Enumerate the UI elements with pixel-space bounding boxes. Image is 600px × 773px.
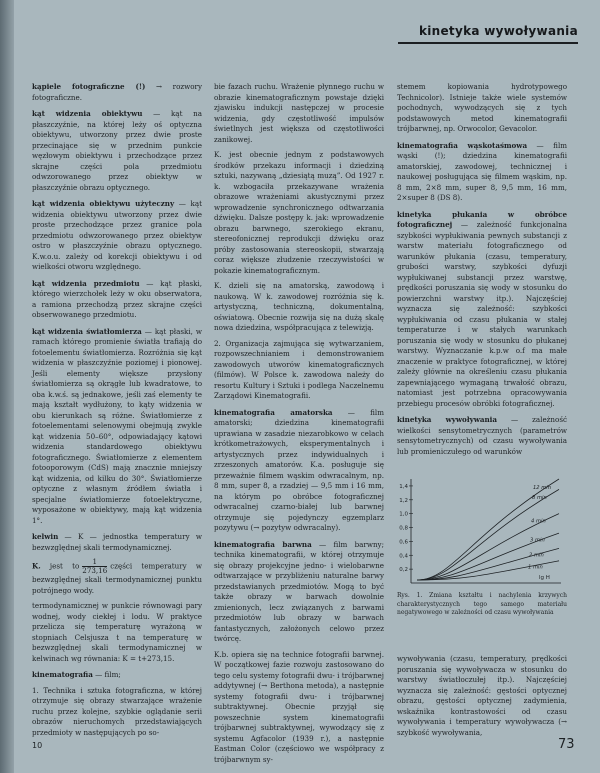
entry-continuation <box>214 650 384 766</box>
entry <box>32 199 202 273</box>
entry <box>32 670 202 681</box>
y-tick-label: 1,0 <box>399 511 408 518</box>
entry <box>214 408 384 534</box>
page-binding-shadow <box>0 0 14 773</box>
entry-body: — zależność wielkości sensytometrycznych (parametrów sensytometrycznych) od czasu wywoływania lub promieniczułego od warunków <box>397 415 567 456</box>
entry-body: K. dzieli się na amatorską, zawodową i naukową. W k. zawodowej rozróżnia się k. artystyczną, techniczną, dokumentalną, oświatową. Obecnie rozwija się na dużą skalę nowa dziedzina, współpracująca z telewizją. <box>214 281 384 332</box>
entry-body: — film barwny; technika kinematografii, w której otrzymuje się obrazy projekcyjne jedno- i wielobarwne odtwarzające w przybliżeniu naturalne barwy przedstawianych przedmiotów. Mogą to być także obrazy w barwach dowolnie zmienionych, lecz związanych z barwami przedmiotów lub obrazy w barwach fantastycznych, założonych celowo przez twórcę. <box>214 539 384 643</box>
entry-term: kinematografia wąskotaśmowa <box>397 140 528 150</box>
entry <box>32 327 202 527</box>
fraction <box>82 558 107 575</box>
fraction-numerator: 1 <box>82 558 107 567</box>
entry-term: kinetyka płukania w obróbce fotograficznej <box>397 209 567 229</box>
entry-term: kinematografia amatorska <box>214 407 333 417</box>
entry-body: — zależność funkcjonalna szybkości wypłukiwania pewnych substancji z warstw materiału fotograficznego od warunków płukania (czasu, temperatury, grubości warstwy, szybkości dyfuzji wypłukiwanej substancji przez warstwę, prędkości poruszania się wody w stosunku do powierzchni warstwy itp.). Najczęściej wyznacza się zależność: szybkości wypłukiwania od czasu płukania w stałej temperaturze i w stałych warunkach poruszania się wody w stosunku do płukanej warstwy. Wyznaczanie k.p.w o.f ma małe znaczenie w praktyce fotograficznej, w której zależy głównie na określeniu czasu płukania zapewniającego wymaganą trwałość obrazu, natomiast jest potrzebna opracowywania przebiegu procesów obróbki fotograficznej. <box>397 220 567 408</box>
header-title: kinetyka wywoływania <box>418 24 578 38</box>
entry-term: kąt widzenia światłomierza <box>32 326 142 336</box>
entry-continuation <box>32 601 202 664</box>
entry <box>32 82 202 103</box>
curve-label: 12 min <box>533 485 552 491</box>
entry <box>32 109 202 193</box>
entry-body: 2. Organizacja zajmująca się wytwarzaniem, rozpowszechnianiem i demonstrowaniem zawodowych utworów kinematograficznych (filmów). W Polsce k. zawodowa należy do resortu Kultury i Sztuki i podlega Naczelnemu Zarządowi Kinematografii. <box>214 338 384 400</box>
y-tick-label: 1,2 <box>399 497 408 504</box>
figure-caption: Rys. 1. Zmiana kształtu i nachylenia krzywych charakterystycznych tego samego materiału negatywowego w zależności od czasu wywoływania <box>397 592 567 616</box>
entry-term: kąt widzenia przedmiotu <box>32 278 140 288</box>
entry <box>32 532 202 553</box>
page-number-left: 10 <box>32 741 43 750</box>
curve-label: 4 min <box>531 518 546 525</box>
formula-text: jest to <box>49 561 80 571</box>
entry-body: K.b. opiera się na technice fotografii barwnej. W początkowej fazie rozwoju zastosowano do tego celu systemy fotografii dwu- i trójbarwnej addytywnej (→ Berthona metoda), a następnie systemy fotografii dwu- i trójbarwnej subtraktywnej. Obecnie przyjął się powszechnie system kinematografii trójbarwnej subtraktywnej, wywodzący się z systemu Agfacolor (1939 r.), a następnie Eastman Color (częściowo we współpracy z trójbarwnym sy- <box>214 649 384 764</box>
y-tick-label: 1,4 <box>399 483 408 490</box>
curve-label: 1 min <box>528 564 543 571</box>
figure-1 <box>397 463 567 648</box>
entry <box>397 415 567 457</box>
entry-body: — film amatorski; dziedzina kinematografii uprawiana w zasadzie niezarobkowo w celach krótkometrażowych, eksperymentalnych i artystycznych przez indywidualnych i zrzeszonych amatorów. K.a. posługuje się przeważnie filmem wąskim odwracalnym, np. 8 mm, super 8, a rzadziej — 9,5 mm i 16 mm, na którym po obróbce fotograficznej odwracalnej czarno-białej lub barwnej otrzymuje się pojedynczy egzemplarz pozytywu (→ pozytyw odwracalny). <box>214 407 384 532</box>
entry-body: → rozwory fotograficzne. <box>32 82 202 102</box>
entry <box>32 279 202 321</box>
y-tick-label: 0,4 <box>399 553 408 560</box>
page-number-right: 73 <box>558 737 575 752</box>
entry-body: — K — jednostka temperatury w bezwzględnej skali termodynamicznej. <box>32 532 202 552</box>
entry-body: — kąt płaski, którego wierzchołek leży w oku obserwatora, a ramiona przechodzą przez skrajne części obserwowanego przedmiotu. <box>32 278 202 319</box>
entry-continuation <box>397 654 567 738</box>
y-tick-label: 0,2 <box>399 567 408 574</box>
entry-continuation <box>214 339 384 402</box>
entry-body: — kąt widzenia obiektywu utworzony przez dwie proste przechodzące przez granice pola przedmiotu odwzorowanego przez obiektyw ostro w płaszczyźnie obrazu optycznego. K.w.o.u. zależy od korekcji obiektywu i od wielkości otworu względnego. <box>32 199 202 271</box>
text-column-3 <box>397 82 567 743</box>
characteristic-curves-chart <box>397 463 567 591</box>
entry-continuation <box>214 150 384 276</box>
entry-term: kąt widzenia obiektywu użyteczny <box>32 199 175 208</box>
entry-term: kelwin <box>32 532 59 541</box>
entry-term: kąpiele fotograficzne (!) <box>32 82 146 91</box>
entry-term: kinematografia <box>32 670 93 679</box>
entry <box>214 540 384 645</box>
text-column-2 <box>214 82 384 770</box>
y-tick-label: 0,8 <box>399 525 408 532</box>
entry <box>397 210 567 410</box>
entry-body: termodynamicznej w punkcie równowagi pary wodnej, wody ciekłej i lodu. W praktyce przelicza się temperaturę wyrażoną w stopniach Celsjusza t na temperaturę w bezwzględnej skali termodynamicznej w kelwinach wg równania: K = t+273,15. <box>32 601 202 663</box>
formula-suffix: części temperatury w bezwzględnej skali termodynamicznej punktu potrójnego wody. <box>32 561 202 595</box>
entry-body: — kąt na płaszczyźnie, na której leży oś optyczna obiektywu, utworzony przez dwie proste przecinające się w przednim punkcie węzłowym obiektywu i przechodzące przez skrajne części pola przedmiotu odwzorowanego przez obiektyw w płaszczyźnie obrazu optycznego. <box>32 109 202 192</box>
fraction-denominator: 273,16 <box>82 566 108 575</box>
x-axis-label: lg H <box>539 575 550 581</box>
entry-term: kąt widzenia obiektywu <box>32 109 143 118</box>
entry-body: — film; <box>92 670 121 679</box>
entry-term: kinetyka wywoływania <box>397 415 498 424</box>
entry-continuation <box>214 281 384 334</box>
entry-body: wywoływania (czasu, temperatury, prędkości poruszania się wywoływacza w stosunku do warstwy światłoczułej itp.). Najczęściej wyznacza się zależność: gęstości optycznej obrazu, gęstości optycznej zadymienia, wskaźnika kontrastowości od czasu wywoływania i temperatury wywoływacza (→ szybkość wywoływania, <box>397 654 567 737</box>
entry <box>397 141 567 204</box>
entry-body: 1. Technika i sztuka fotograficzna, w której otrzymuje się obrazy stwarzające wrażenie ruchu przez kolejne, szybkie oglądanie serii obrazów nieruchomych przedstawiających przedmioty w następujących po so- <box>32 685 202 737</box>
formula-line <box>32 558 202 596</box>
entry-body: K. jest obecnie jednym z podstawowych środków przekazu informacji i dziedziną sztuki, nazywaną „dziesiątą muzą”. Od 1927 r. k. wzbogaciła przekazywane wrażenia obrazowe wrażeniami akustycznymi przez wprowadzenie synchronicznego odtwarzania dźwięku. Dalsze postępy k. jak: wprowadzenie obrazu barwnego, szerokiego ekranu, stereofonicznej reprodukcji dźwięku oraz próby zastosowania stereoskopii, stwarzają coraz większe złudzenie rzeczywistości w pokazie kinematograficznym. <box>214 150 384 275</box>
running-header <box>398 24 578 44</box>
entry-body: — kąt płaski, w ramach którego promienie światła trafiają do fotoelementu światłomierza. Rozróżnia się kąt widzenia w płaszczyźnie poziomej i pionowej. Jeśli elementy większe przysłony światłomierza są okrągłe lub kwadratowe, to oba k.w.ś. są jednakowe, jeśli zaś elementy te mają kształt wydłużony, to kąty widzenia w obu kierunkach są różne. Światłomierze z fotoelementami selenowymi obejmują zwykle kąt widzenia 50–60°, odpowiadający kątowi widzenia standardowego obiektywu fotograficznego. Światłomierze z elementem fotooporowym (CdS) mają znacznie mniejszy kąt widzenia, od kilku do 30°. Światłomierze optyczne z własnym źródłem światła i specjalne światłomierze fotoelektryczne, wyposażone w obiektywy, mają kąt widzenia 1°. <box>32 326 202 525</box>
formula-prefix: K. <box>32 561 41 571</box>
entry-continuation <box>32 686 202 739</box>
entry-continuation <box>214 82 384 145</box>
y-tick-label: 0,6 <box>399 539 408 546</box>
entry-body: bie fazach ruchu. Wrażenie płynnego ruchu w obrazie kinematograficznym powstaje dzięki zjawisku indukcji następczej w procesie widzenia, gdy częstotliwość impulsów świetlnych jest większa od częstotliwości zanikowej. <box>214 82 384 144</box>
entry-body: — film wąski (!); dziedzina kinematografii amatorskiej, zawodowej, technicznej i naukowej posługująca się filmem wąskim, np. 8 mm, 2×8 mm, super 8, 9,5 mm, 16 mm, 2×super 8 (DS 8). <box>397 140 567 202</box>
text-column-1 <box>32 82 202 743</box>
entry-term: kinematografia barwna <box>214 539 312 549</box>
curve-label: 8 min <box>532 494 547 501</box>
entry-continuation <box>397 82 567 135</box>
curve-label: 3 min <box>530 537 545 544</box>
entry-body: stemem kopiowania hydrotypowego Technicolor). Istnieje także wiele systemów pochodnych, wywodzących się z tych podstawowych metod kinematografii trójbarwnej, np. Orwocolor, Gevacolor. <box>397 82 567 133</box>
curve-label: 2 min <box>529 552 544 559</box>
